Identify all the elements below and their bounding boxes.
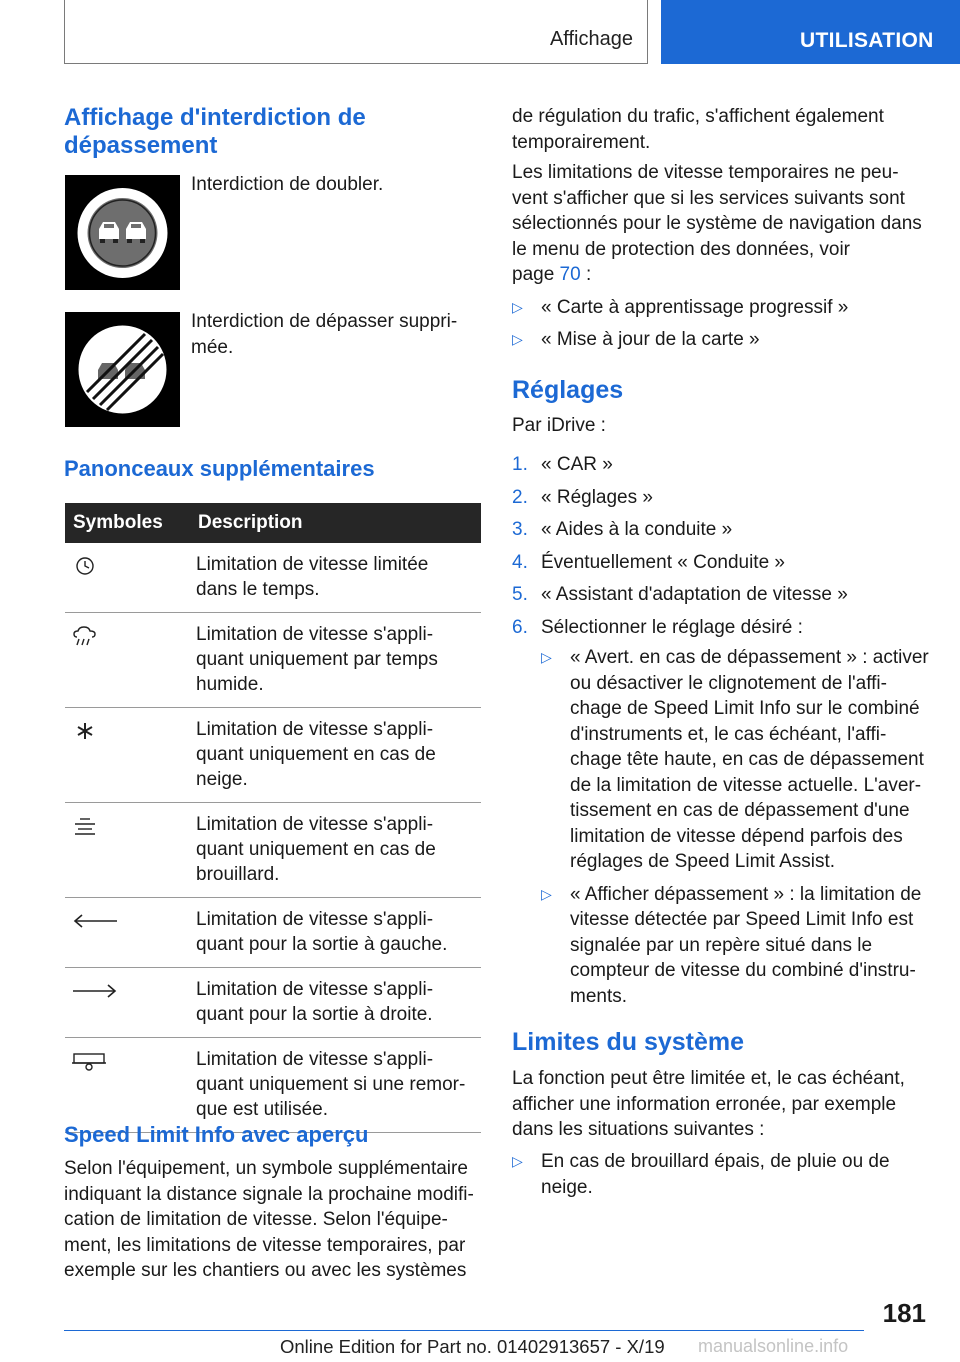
symbol-cell bbox=[65, 898, 196, 968]
list-item-line: limitation de vitesse dépend parfois des bbox=[570, 825, 903, 847]
table-row bbox=[65, 543, 481, 613]
overtaking-heading bbox=[64, 104, 366, 160]
list-item-line: chage tête haute, en cas de dépassement bbox=[570, 749, 924, 770]
list-item-text: « Mise à jour de la carte » bbox=[541, 328, 760, 350]
description-cell bbox=[196, 543, 481, 613]
end-no-overtaking-text bbox=[191, 309, 457, 360]
description-line: quant pour la sortie à droite. bbox=[196, 1004, 433, 1025]
list-item-line: réglages de Speed Limit Assist. bbox=[570, 851, 836, 872]
page-ref-prefix: page bbox=[512, 264, 560, 285]
list-item-line: chage de Speed Limit Info sur le combiné bbox=[570, 698, 920, 719]
step-item bbox=[512, 582, 932, 608]
triangle-bullet-icon: ▷ bbox=[541, 649, 552, 665]
paragraph-line: afficher une information erronée, par exemple bbox=[512, 1093, 897, 1115]
speed-limit-info-heading: Speed Limit Info avec aperçu bbox=[64, 1122, 369, 1147]
services-list bbox=[512, 295, 932, 352]
list-item-line: d'instruments et, le cas échéant, l'affi- bbox=[570, 723, 887, 745]
continued-paragraph bbox=[512, 104, 932, 155]
page-reference-link[interactable]: 70 bbox=[559, 264, 581, 285]
list-item-text: « Carte à apprentissage progressif » bbox=[541, 297, 849, 318]
trailer-icon bbox=[71, 1051, 107, 1073]
header-chapter-tab[interactable]: UTILISATION bbox=[661, 0, 960, 64]
step-number: 3. bbox=[512, 519, 528, 540]
paragraph-line: Selon l'équipement, un symbole supplémentaire bbox=[64, 1158, 468, 1179]
rain-icon bbox=[71, 626, 99, 648]
temporary-limits-paragraph bbox=[512, 160, 932, 288]
step-text: « Réglages » bbox=[541, 486, 653, 508]
description-line: Limitation de vitesse limitée bbox=[196, 554, 429, 575]
step-number: 1. bbox=[512, 454, 528, 475]
step-number: 5. bbox=[512, 584, 528, 605]
symbol-cell bbox=[65, 543, 196, 613]
table-row bbox=[65, 803, 481, 898]
footer-divider bbox=[64, 1330, 864, 1331]
end-no-overtaking-line2: mée. bbox=[191, 336, 234, 358]
description-line: neige. bbox=[196, 769, 248, 790]
paragraph-line: dans les situations suivantes : bbox=[512, 1119, 765, 1140]
description-cell bbox=[196, 613, 481, 708]
list-item-line: signalée par un repère situé dans le bbox=[570, 934, 873, 956]
triangle-bullet-icon: ▷ bbox=[512, 1153, 523, 1169]
paragraph-line: sélectionnés pour le système de navigation dans bbox=[512, 213, 922, 234]
list-item-line: vitesse détectée par Speed Limit Info est bbox=[570, 909, 914, 930]
paragraph-line: Les limitations de vitesse temporaires ne peu- bbox=[512, 162, 899, 183]
description-line: Limitation de vitesse s'appli- bbox=[196, 979, 434, 1000]
description-cell bbox=[196, 1038, 481, 1133]
description-line: Limitation de vitesse s'appli- bbox=[196, 909, 434, 930]
description-line: Limitation de vitesse s'appli- bbox=[196, 719, 434, 740]
paragraph-line: indiquant la distance signale la prochaine modifi- bbox=[64, 1183, 474, 1205]
step-number: 4. bbox=[512, 551, 528, 573]
list-item-line: de la limitation de vitesse actuelle. L'aver- bbox=[570, 774, 922, 796]
paragraph-line: le menu de protection des données, voir bbox=[512, 238, 850, 260]
paragraph-line: La fonction peut être limitée et, le cas échéant, bbox=[512, 1068, 905, 1089]
fog-icon bbox=[71, 816, 99, 838]
list-item bbox=[512, 295, 932, 321]
footer-edition: Online Edition for Part no. 01402913657 - X/19 bbox=[280, 1336, 665, 1357]
step-number: 6. bbox=[512, 616, 528, 638]
description-line: quant uniquement si une remor- bbox=[196, 1074, 466, 1095]
step-text: « CAR » bbox=[541, 454, 613, 475]
list-item-line: ou désactiver le clignotement de l'affi- bbox=[570, 672, 887, 694]
triangle-bullet-icon: ▷ bbox=[541, 885, 552, 902]
list-item bbox=[541, 882, 936, 1010]
paragraph-line: ment, les limitations de vitesse temporaires, par bbox=[64, 1234, 466, 1256]
page-number: 181 bbox=[882, 1298, 926, 1328]
list-item-line: « Avert. en cas de dépassement » : activer bbox=[570, 647, 929, 668]
overtaking-heading-line2: dépassement bbox=[64, 132, 218, 159]
symbol-cell bbox=[65, 803, 196, 898]
table-header-row bbox=[65, 503, 481, 543]
triangle-bullet-icon: ▷ bbox=[512, 330, 523, 347]
setting-options-list bbox=[541, 645, 936, 1009]
list-item bbox=[512, 1149, 932, 1200]
description-line: quant pour la sortie à gauche. bbox=[196, 934, 448, 955]
table-row bbox=[65, 708, 481, 803]
table-row bbox=[65, 898, 481, 968]
step-item bbox=[512, 550, 932, 576]
panels-heading: Panonceaux supplémentaires bbox=[64, 456, 375, 481]
overtaking-heading-line1: Affichage d'interdiction de bbox=[64, 104, 366, 131]
description-cell bbox=[196, 708, 481, 803]
paragraph-line: de régulation du trafic, s'affichent également bbox=[512, 106, 884, 127]
description-line: Limitation de vitesse s'appli- bbox=[196, 624, 434, 645]
list-item-line: « Afficher dépassement » : la limitation de bbox=[570, 883, 922, 905]
list-item-line: compteur de vitesse du combiné d'instru- bbox=[570, 960, 916, 981]
paragraph-line: cation de limitation de vitesse. Selon l'équipe- bbox=[64, 1209, 448, 1230]
no-overtaking-sign bbox=[65, 175, 180, 290]
step-text: Sélectionner le réglage désiré : bbox=[541, 616, 803, 638]
description-line: quant uniquement en cas de bbox=[196, 839, 436, 860]
description-line: dans le temps. bbox=[196, 579, 320, 600]
paragraph-line: vent s'afficher que si les services suivants sont bbox=[512, 187, 905, 209]
speed-limit-info-paragraph bbox=[64, 1156, 484, 1284]
step-item bbox=[512, 485, 932, 511]
end-of-no-overtaking-sign bbox=[65, 312, 180, 427]
clock-icon bbox=[71, 556, 99, 576]
arrow-right-icon bbox=[71, 981, 119, 1001]
no-overtaking-text: Interdiction de doubler. bbox=[191, 174, 384, 195]
list-item-line: tissement en cas de dépassement d'une bbox=[570, 800, 910, 821]
settings-steps bbox=[512, 452, 932, 640]
idrive-text: Par iDrive : bbox=[512, 415, 606, 436]
symbols-table bbox=[65, 503, 481, 1133]
list-item bbox=[541, 645, 936, 875]
description-cell bbox=[196, 968, 481, 1038]
step-text: Éventuellement « Conduite » bbox=[541, 551, 785, 573]
list-item-line: En cas de brouillard épais, de pluie ou de bbox=[541, 1151, 890, 1172]
snowflake-icon bbox=[71, 721, 99, 741]
end-no-overtaking-line1: Interdiction de dépasser suppri- bbox=[191, 311, 458, 332]
step-text: « Assistant d'adaptation de vitesse » bbox=[541, 584, 848, 605]
step-text: « Aides à la conduite » bbox=[541, 519, 733, 540]
header-section-label: Affichage bbox=[549, 28, 633, 50]
table-row bbox=[65, 968, 481, 1038]
arrow-left-icon bbox=[71, 911, 119, 931]
step-number: 2. bbox=[512, 486, 528, 508]
list-item bbox=[512, 327, 932, 353]
page-ref-suffix: : bbox=[580, 264, 592, 285]
system-limits-list bbox=[512, 1149, 932, 1200]
paragraph-line: temporairement. bbox=[512, 131, 651, 153]
description-line: Limitation de vitesse s'appli- bbox=[196, 1049, 434, 1070]
description-cell bbox=[196, 898, 481, 968]
symbol-cell bbox=[65, 613, 196, 708]
description-line: humide. bbox=[196, 674, 264, 695]
triangle-bullet-icon: ▷ bbox=[512, 299, 523, 315]
description-line: Limitation de vitesse s'appli- bbox=[196, 814, 434, 835]
step-item bbox=[512, 452, 932, 478]
list-item-line: neige. bbox=[541, 1176, 593, 1198]
list-item-line: ments. bbox=[570, 985, 628, 1007]
step-item bbox=[512, 517, 932, 543]
system-limits-paragraph bbox=[512, 1066, 932, 1143]
step-item bbox=[512, 615, 932, 641]
paragraph-line: exemple sur les chantiers ou avec les systèmes bbox=[64, 1260, 467, 1281]
symbol-cell bbox=[65, 1038, 196, 1133]
watermark: manualsonline.info bbox=[698, 1336, 849, 1356]
settings-heading: Réglages bbox=[512, 376, 624, 404]
description-cell bbox=[196, 803, 481, 898]
table-row bbox=[65, 613, 481, 708]
description-line: quant uniquement par temps bbox=[196, 649, 438, 670]
table-row bbox=[65, 1038, 481, 1133]
description-line: brouillard. bbox=[196, 864, 280, 885]
symbol-cell bbox=[65, 708, 196, 803]
description-line: que est utilisée. bbox=[196, 1099, 329, 1120]
symbol-cell bbox=[65, 968, 196, 1038]
header-section-box bbox=[64, 0, 648, 64]
description-line: quant uniquement en cas de bbox=[196, 744, 436, 765]
description-column-header: Description bbox=[196, 503, 481, 543]
system-limits-heading: Limites du système bbox=[512, 1028, 745, 1056]
symbols-column-header: Symboles bbox=[65, 503, 196, 543]
